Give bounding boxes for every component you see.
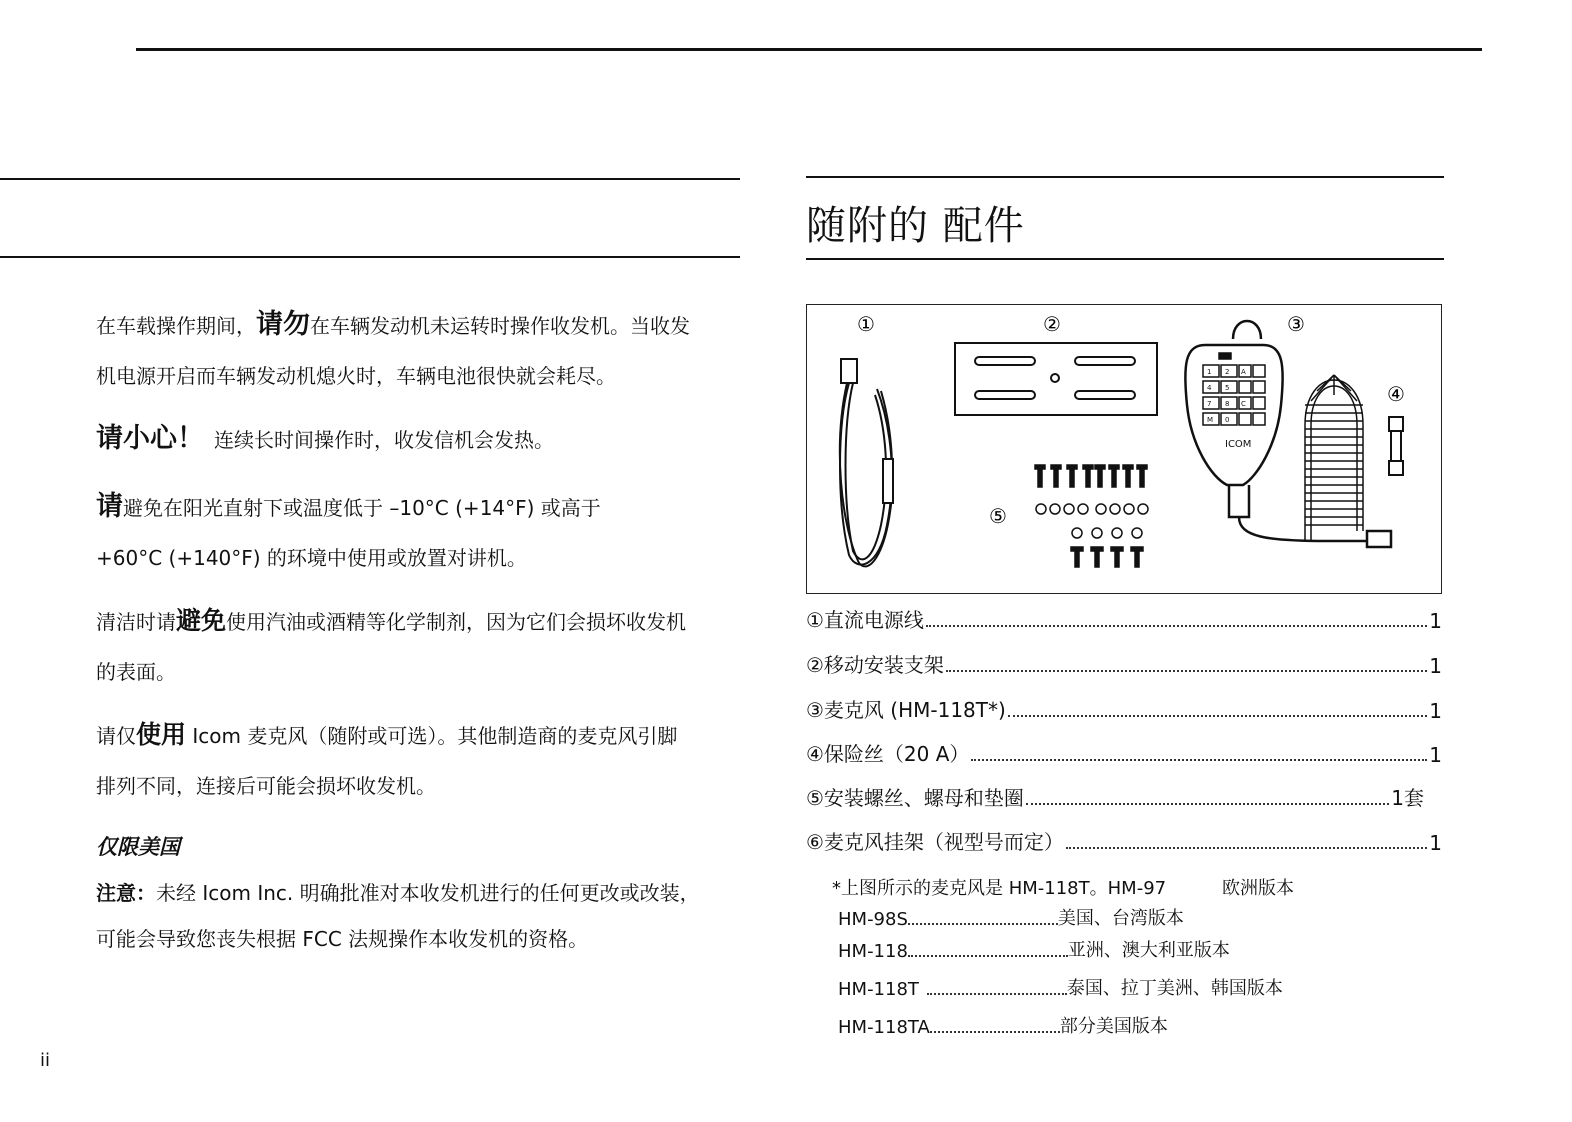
accessory-label: ③麦克风 (HM-118T*) xyxy=(806,698,1006,722)
microphone-note xyxy=(832,874,1294,900)
svg-text:A: A xyxy=(1241,368,1246,376)
accessory-row xyxy=(806,607,1442,633)
leader-dots xyxy=(971,759,1427,761)
precaution-temperature-line1 xyxy=(96,491,601,522)
screw-row-top xyxy=(1035,465,1147,487)
svg-text:4: 4 xyxy=(1207,384,1212,392)
text: 在车载操作期间， xyxy=(96,314,256,338)
leader-dots xyxy=(1008,715,1427,717)
microphone-drawing xyxy=(1185,321,1391,547)
variant-model: HM-118 xyxy=(838,941,908,962)
emphasis: 请小心！ xyxy=(96,423,204,454)
variant-region: 部分美国版本 xyxy=(1059,1016,1168,1037)
svg-text:0: 0 xyxy=(1225,416,1230,424)
accessory-qty: 1套 xyxy=(1391,786,1424,810)
top-rule xyxy=(136,48,1482,51)
text: 连续长时间操作时，收发信机会发热。 xyxy=(214,428,554,452)
nut-row xyxy=(1072,528,1142,538)
precaution-temperature xyxy=(96,491,601,571)
emphasis: 避免 xyxy=(176,606,227,635)
variant-region: 泰国、拉丁美洲、韩国版本 xyxy=(1066,978,1283,999)
washer-row xyxy=(1036,504,1148,514)
precaution-engine-line2: 机电源开启而车辆发动机熄火时，车辆电池很快就会耗尽。 xyxy=(96,364,616,388)
precaution-temperature-line2: +60°C (+140°F) 的环境中使用或放置对讲机。 xyxy=(96,546,527,570)
fcc-notice-line1 xyxy=(96,880,700,906)
note-region: 欧洲版本 xyxy=(1222,878,1294,899)
precaution-heat-line xyxy=(96,423,554,454)
screws-nuts-washers-drawing xyxy=(1035,465,1148,567)
text: Icom 麦克风（随附或可选）。其他制造商的麦克风引脚 xyxy=(186,724,678,748)
variant-row xyxy=(838,904,1184,930)
us-only-heading: 仅限美国 xyxy=(96,835,180,859)
fuse-drawing xyxy=(1389,417,1403,475)
svg-text:M: M xyxy=(1207,416,1214,424)
mounting-bracket-drawing xyxy=(955,343,1157,415)
microphone-brand: ICOM xyxy=(1225,439,1252,450)
fcc-notice xyxy=(96,880,700,952)
screw-row-bottom xyxy=(1071,547,1143,567)
variant-region: 美国、台湾版本 xyxy=(1057,908,1184,929)
page-title: 随附的 配件 xyxy=(806,203,1025,249)
variant-row xyxy=(838,936,1230,962)
accessory-row xyxy=(806,652,1442,678)
leader-dots xyxy=(946,670,1427,672)
accessories-illustration xyxy=(807,305,1441,593)
callout-5: ⑤ xyxy=(989,504,1007,528)
leader-dots xyxy=(927,993,1067,995)
callout-3: ③ xyxy=(1287,312,1305,336)
coil-rings xyxy=(1305,375,1363,525)
precaution-microphone-line1 xyxy=(96,722,677,749)
accessory-qty: 1 xyxy=(1429,609,1442,633)
accessory-label: ①直流电源线 xyxy=(806,608,924,632)
text: 清洁时请 xyxy=(96,610,176,634)
right-header-rule-top xyxy=(806,176,1444,178)
callout-4: ④ xyxy=(1387,382,1405,406)
left-header-rule-bottom xyxy=(0,256,740,258)
coiled-cord-drawing xyxy=(1305,375,1363,541)
fcc-notice-line2: 可能会导致您丧失根据 FCC 法规操作本收发机的资格。 xyxy=(96,927,589,951)
accessory-qty: 1 xyxy=(1429,654,1442,678)
precaution-cleaning-line1 xyxy=(96,608,686,635)
microphone-keypad xyxy=(1203,353,1265,450)
right-header-rule-bottom xyxy=(806,258,1444,260)
svg-text:1: 1 xyxy=(1207,368,1212,376)
text: 未经 Icom Inc. 明确批准对本收发机进行的任何更改或改装， xyxy=(156,881,700,905)
accessory-qty: 1 xyxy=(1429,699,1442,723)
variant-model: HM-118T xyxy=(838,979,919,1000)
text: 避免在阳光直射下或温度低于 –10°C (+14°F) 或高于 xyxy=(123,496,601,520)
svg-text:7: 7 xyxy=(1207,400,1212,408)
note-text: *上图所示的麦克风是 HM-118T。HM-97 xyxy=(832,878,1167,899)
leader-dots xyxy=(926,625,1427,627)
variant-region: 亚洲、澳大利亚版本 xyxy=(1067,940,1230,961)
svg-text:C: C xyxy=(1241,400,1246,408)
text: 在车辆发动机未运转时操作收发机。当收发 xyxy=(310,314,690,338)
svg-text:8: 8 xyxy=(1225,400,1230,408)
accessory-row xyxy=(806,829,1442,855)
leader-dots xyxy=(930,1031,1060,1033)
precaution-microphone xyxy=(96,722,677,799)
precaution-heat xyxy=(96,423,554,454)
emphasis: 使用 xyxy=(136,720,187,749)
accessory-row xyxy=(806,785,1424,811)
leader-dots xyxy=(1066,847,1427,849)
callout-2: ② xyxy=(1043,312,1061,336)
left-header-rule-top xyxy=(0,178,740,180)
page-number: ii xyxy=(40,1050,51,1071)
text: 使用汽油或酒精等化学制剂，因为它们会损坏收发机 xyxy=(226,610,687,634)
precaution-engine xyxy=(96,309,690,389)
variant-row xyxy=(838,974,1283,1000)
accessories-figure xyxy=(806,304,1442,594)
emphasis: 请勿 xyxy=(256,309,310,340)
notice-label: 注意： xyxy=(96,881,156,905)
accessory-label: ②移动安装支架 xyxy=(806,653,944,677)
precaution-cleaning-line2: 的表面。 xyxy=(96,660,176,684)
accessory-qty: 1 xyxy=(1429,831,1442,855)
precaution-microphone-line2: 排列不同，连接后可能会损坏收发机。 xyxy=(96,774,436,798)
precaution-cleaning xyxy=(96,608,686,685)
variant-model: HM-98S xyxy=(838,909,908,930)
accessory-label: ⑥麦克风挂架（视型号而定） xyxy=(806,830,1064,854)
dc-power-cable-drawing xyxy=(840,359,893,566)
accessory-qty: 1 xyxy=(1429,743,1442,767)
leader-dots xyxy=(1026,803,1389,805)
accessory-label: ⑤安装螺丝、螺母和垫圈 xyxy=(806,786,1024,810)
accessory-row xyxy=(806,741,1442,767)
variant-model: HM-118TA xyxy=(838,1017,930,1038)
leader-dots xyxy=(908,955,1068,957)
svg-text:2: 2 xyxy=(1225,368,1230,376)
callout-1: ① xyxy=(857,312,875,336)
svg-text:5: 5 xyxy=(1225,384,1230,392)
precaution-engine-line1 xyxy=(96,309,690,340)
accessory-row xyxy=(806,697,1442,723)
accessory-label: ④保险丝（20 A） xyxy=(806,742,970,766)
emphasis: 请 xyxy=(96,491,123,522)
text: 请仅 xyxy=(96,724,136,748)
leader-dots xyxy=(908,923,1058,925)
variant-row xyxy=(838,1012,1168,1038)
